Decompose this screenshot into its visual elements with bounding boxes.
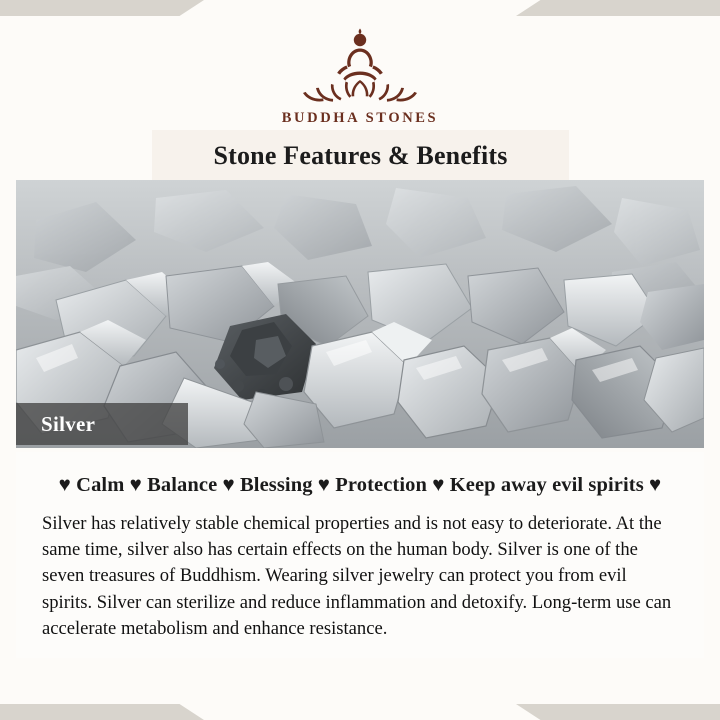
brand-logo: [0, 24, 720, 127]
section-title-bar: [152, 130, 569, 182]
corner-accent-top-left: [0, 0, 204, 16]
description-panel: [16, 452, 704, 658]
stone-name-label: [16, 403, 188, 445]
corner-accent-top-right: [516, 0, 720, 16]
page-title: Stone Features & Benefits: [213, 141, 508, 170]
lotus-buddha-icon: [285, 24, 435, 106]
corner-accent-bottom-right: [516, 704, 720, 720]
benefit-keywords: ♥ Calm ♥ Balance ♥ Blessing ♥ Protection ♥ Keep away evil spirits ♥: [58, 474, 662, 496]
stone-name-text: Silver: [41, 411, 96, 436]
brand-name: BUDDHA STONES: [281, 110, 439, 126]
stone-description: Silver has relatively stable chemical properties and is not easy to deteriorate. At the same time, silver also has certain effects on the human body. Silver is one of the seven treasures of Buddhism. Wearing silver jewelry can protect you from evil spirits. Silver can sterilize and reduce inflammation and detoxify. Long-term use can accelerate metabolism and enhance resistance.: [42, 513, 672, 639]
corner-accent-bottom-left: [0, 704, 204, 720]
